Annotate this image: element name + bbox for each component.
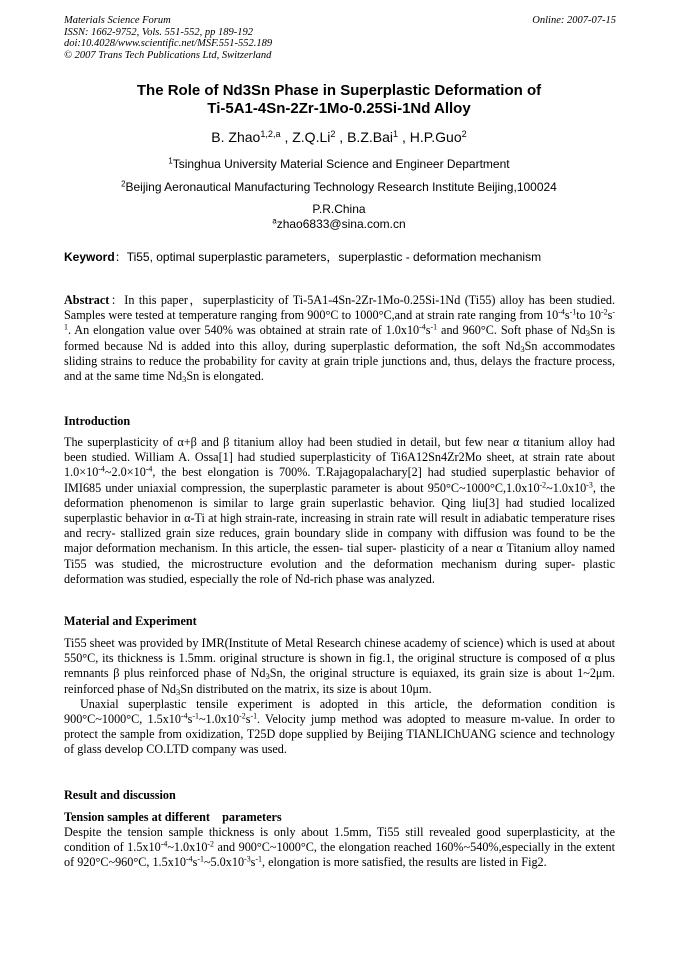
- author-2: Z.Q.Li: [292, 129, 331, 145]
- author-2-affil: 2: [330, 129, 336, 139]
- introduction-heading: Introduction: [64, 414, 131, 428]
- keyword-text: ：Ti55, optimal superplastic parameters，superplastic - deformation mechanism: [114, 250, 542, 264]
- author-3: B.Z.Bai: [347, 129, 393, 145]
- material-heading: Material and Experiment: [64, 614, 197, 628]
- author-list: [64, 128, 614, 146]
- author-separator: ,: [280, 129, 293, 145]
- author-email: $^a$zhao6833@sina.com.cn: [272, 216, 406, 231]
- author-4: H.P.Guo: [409, 129, 462, 145]
- author-3-affil: 1: [393, 129, 399, 139]
- author-separator: ,: [398, 129, 410, 145]
- author-1-affil: 1,2,a: [260, 129, 281, 139]
- author-4-affil: 2: [461, 129, 467, 139]
- keyword-label: Keyword: [64, 250, 115, 264]
- author-separator: ,: [335, 129, 348, 145]
- affiliation-2: $^2$Beijing Aeronautical Manufacturing Technology Research Institute Beijing,100024: [121, 179, 557, 194]
- results-text: Despite the tension sample thickness is only about 1.5mm, Ti55 still revealed good superplasticity, at the condition of $1.5x10^{-4}\sim 1.0x10^{-2}$ and 900°C~1000°C, the elongation reached 160%~540%,especially in the extent of 920°C~960°C, $1.5x10^{-4}s^{-1}\sim 5.0x10^{-3}s^{-1}$, elongation is more satisfied, the results are listed in Fig2.: [64, 825, 615, 870]
- material-paragraph-1: Ti55 sheet was provided by IMR(Institute of Metal Research chinese academy of science) which is used at about 550°C, its thickness is 1.5mm. original structure is shown in fig.1, the original structure is composed of α plus remnants β plus reinforced phase of $Nd_3Sn$, the original structure is equiaxed, its grain size is about 1~2μm. reinforced phase of $Nd_3Sn$ distributed on the matrix, its size is about 10μm.: [64, 636, 615, 697]
- affiliation-1: $^1$Tsinghua University Material Science and Engineer Department: [168, 156, 510, 171]
- abstract: [64, 293, 615, 384]
- journal-header: [64, 15, 272, 61]
- issn-line: ISSN: 1662-9752, Vols. 551-552, pp 189-192: [64, 26, 253, 38]
- paper-title-line-2: Ti-5A1-4Sn-2Zr-1Mo-0.25Si-1Nd Alloy: [207, 100, 471, 117]
- copyright-line: © 2007 Trans Tech Publications Ltd, Switzerland: [64, 49, 272, 61]
- online-date: Online: 2007-07-15: [532, 15, 616, 26]
- results-subheading: Tension samples at different parameters: [64, 810, 282, 824]
- doi-line: doi:10.4028/www.scientific.net/MSF.551-552.189: [64, 38, 273, 49]
- material-paragraph-2: Unaxial superplastic tensile experiment is adopted in this article, the deformation condition is 900°C~1000°C, $1.5x10^{-4}s^{-1}\sim 1.0x10^{-2}s^{-1}$. Velocity jump method was adopted to measure m-value. In order to protect the sample from oxidization, T25D dope supplied by Beijing TIANLIChUANG science and technology of glass develop CO.LTD company was used.: [64, 696, 615, 757]
- introduction-body: [64, 435, 615, 587]
- abstract-text: Abstract：In this paper，superplasticity of Ti-5A1-4Sn-2Zr-1Mo-0.25Si-1Nd (Ti55) alloy has been studied. Samples were tested at temperature ranging from 900°C to 1000°C,and at strain rate ranging from $10^{-4}s^{-1}to$ $10^{-2}s^{-1}$. An elongation value over 540% was obtained at strain rate of $1.0x10^{-4}s^{-1}$ and 960°C. Soft phase of $Nd_3Sn$ is formed because Nd is added into this alloy, during superplastic deformation, the soft $Nd_3Sn$ accommodates sliding strains to reduce the probability for cavity at grain triple junctions and, thus, delays the fracture process, and at the same time $Nd_3Sn$ is elongated.: [64, 293, 615, 385]
- results-heading: Result and discussion: [64, 788, 176, 802]
- introduction-text: The superplasticity of α+β and β titanium alloy had been studied in detail, but few near α titanium alloy had been studied. William A. Ossa[1] had studied superplasticity of Ti6A12Sn4Zr2Mo sheet, at strain rate about $1.0\times 10^{-4}\sim 2.0\times 10^{-4}$, the best elongation is 700%. T.Rajagopalachary[2] had studied superplastic behavior of IMI685 under uniaxial compression, the superplastic parameter is about $950^\circ C\sim 1000^\circ C,1.0x10^{-2}\sim 1.0x10^{-3}$, the deformation phenomenon is similar to large grain superlastic behavior. Qing liu[3] had studied localized superplastic behavior in α-Ti at high strain-rate, increasing in strain rate will result in adiabatic temperature rises and recry- stallized grain size reduces, grain boundary slide in company with diffusion was found to be the major deformation mechanism. In this article, the essen- tial super- plasticity of a near α Titanium alloy named Ti55 was studied, the microstructure evolution and the deformation mechanism during super- plastic deformation was studied, especially the role of Nd-rich phase was analyzed.: [64, 435, 616, 586]
- paper-title-line-1: The Role of Nd3Sn Phase in Superplastic Deformation of: [136, 82, 542, 99]
- journal-name: Materials Science Forum: [64, 15, 171, 26]
- affiliation-country: P.R.China: [312, 202, 366, 216]
- author-1: B. Zhao: [211, 129, 261, 145]
- results-body: [64, 825, 615, 871]
- material-body: [64, 636, 615, 758]
- keywords: [64, 250, 616, 265]
- abstract-label: Abstract: [64, 293, 110, 307]
